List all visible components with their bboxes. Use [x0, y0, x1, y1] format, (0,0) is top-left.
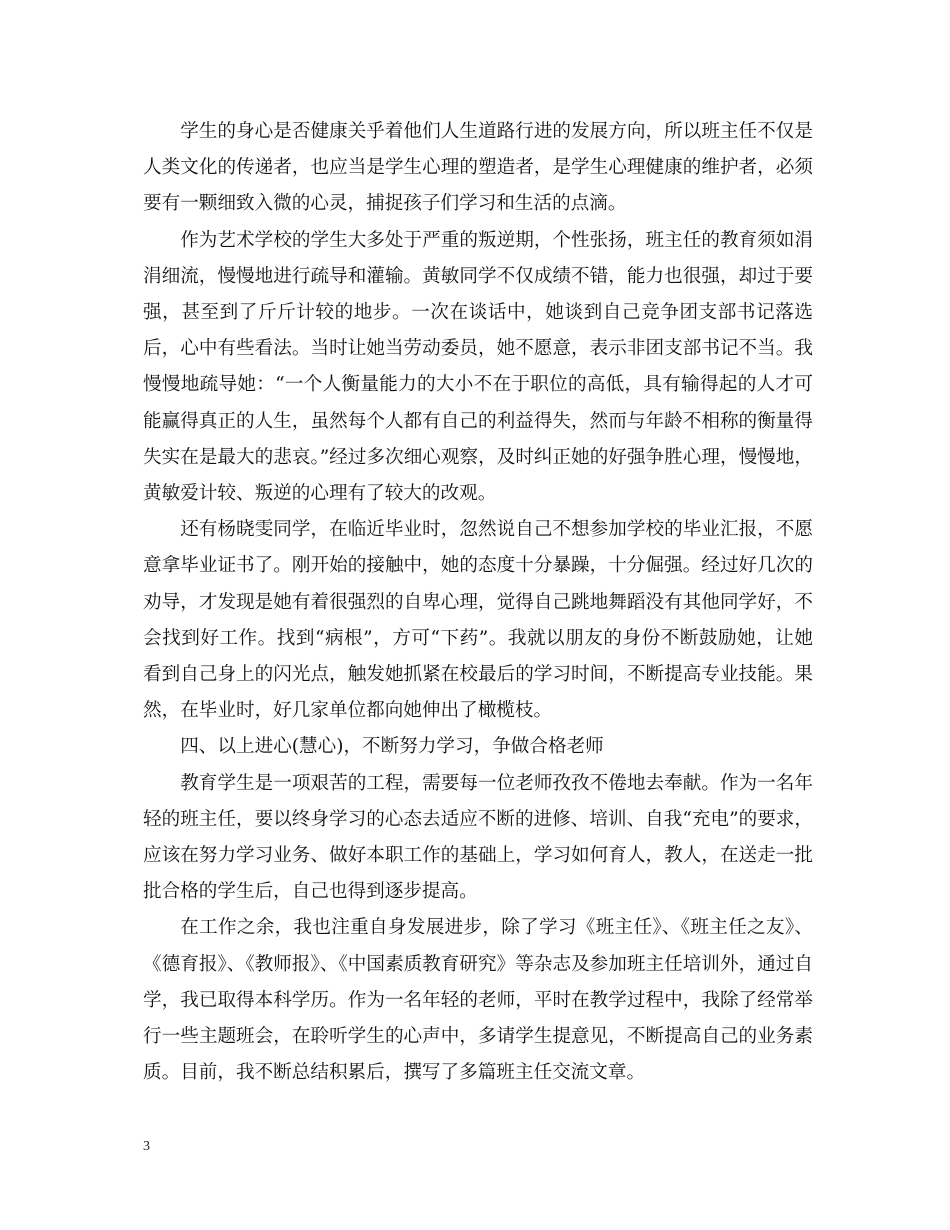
paragraph-lifelong-learning: 教育学生是一项艰苦的工程，需要每一位老师孜孜不倦地去奉献。作为一名年轻的班主任，要以终身学习的心态去适应不断的进修、培训、自我“充电”的要求，应该在努力学习业务、做好本职工作的基础上，学习如何育人，教人，在送走一批批合格的学生后，自己也得到逐步提高。 — [143, 772, 813, 903]
body-text — [143, 114, 813, 1091]
paragraph-self-development: 在工作之余，我也注重自身发展进步，除了学习《班主任》、《班主任之友》、《德育报》、《教师报》、《中国素质教育研究》等杂志及参加班主任培训外，通过自学，我已取得本科学历。作为一名年轻的老师，平时在教学过程中，我除了经常举行一些主题班会，在聆听学生的心声中，多请学生提意见，不断提高自己的业务素质。目前，我不断总结积累后，撰写了多篇班主任交流文章。 — [143, 917, 813, 1084]
page-number: 3 — [143, 1139, 150, 1154]
section-heading: 四、以上进心(慧心)，不断努力学习，争做合格老师 — [180, 736, 604, 758]
paragraph-huang-min: 作为艺术学校的学生大多处于严重的叛逆期，个性张扬，班主任的教育须如涓涓细流，慢慢地进行疏导和灌输。黄敏同学不仅成绩不错，能力也很强，却过于要强，甚至到了斤斤计较的地步。一次在谈话中，她谈到自己竞争团支部书记落选后，心中有些看法。当时让她当劳动委员，她不愿意，表示非团支部书记不当。我慢慢地疏导她：“一个人衡量能力的大小不在于职位的高低，具有输得起的人才可能赢得真正的人生，虽然每个人都有自己的利益得失，然而与年龄不相称的衡量得失实在是最大的悲哀。”经过多次细心观察，及时纠正她的好强争胜心理，慢慢地，黄敏爱计较、叛逆的心理有了较大的改观。 — [143, 229, 813, 505]
paragraph-yang-xiaowen: 还有杨晓雯同学，在临近毕业时，忽然说自己不想参加学校的毕业汇报，不愿意拿毕业证书了。刚开始的接触中，她的态度十分暴躁，十分倔强。经过好几次的劝导，才发现是她有着很强烈的自卑心理，觉得自己跳地舞蹈没有其他同学好，不会找到好工作。找到“病根”，方可“下药”。我就以朋友的身份不断鼓励她，让她看到自己身上的闪光点，触发她抓紧在校最后的学习时间，不断提高专业技能。果然，在毕业时，好几家单位都向她伸出了橄榄枝。 — [143, 519, 813, 722]
paragraph-mental-health: 学生的身心是否健康关乎着他们人生道路行进的发展方向，所以班主任不仅是人类文化的传递者，也应当是学生心理的塑造者，是学生心理健康的维护者，必须要有一颗细致入微的心灵，捕捉孩子们学习和生活的点滴。 — [143, 121, 813, 215]
